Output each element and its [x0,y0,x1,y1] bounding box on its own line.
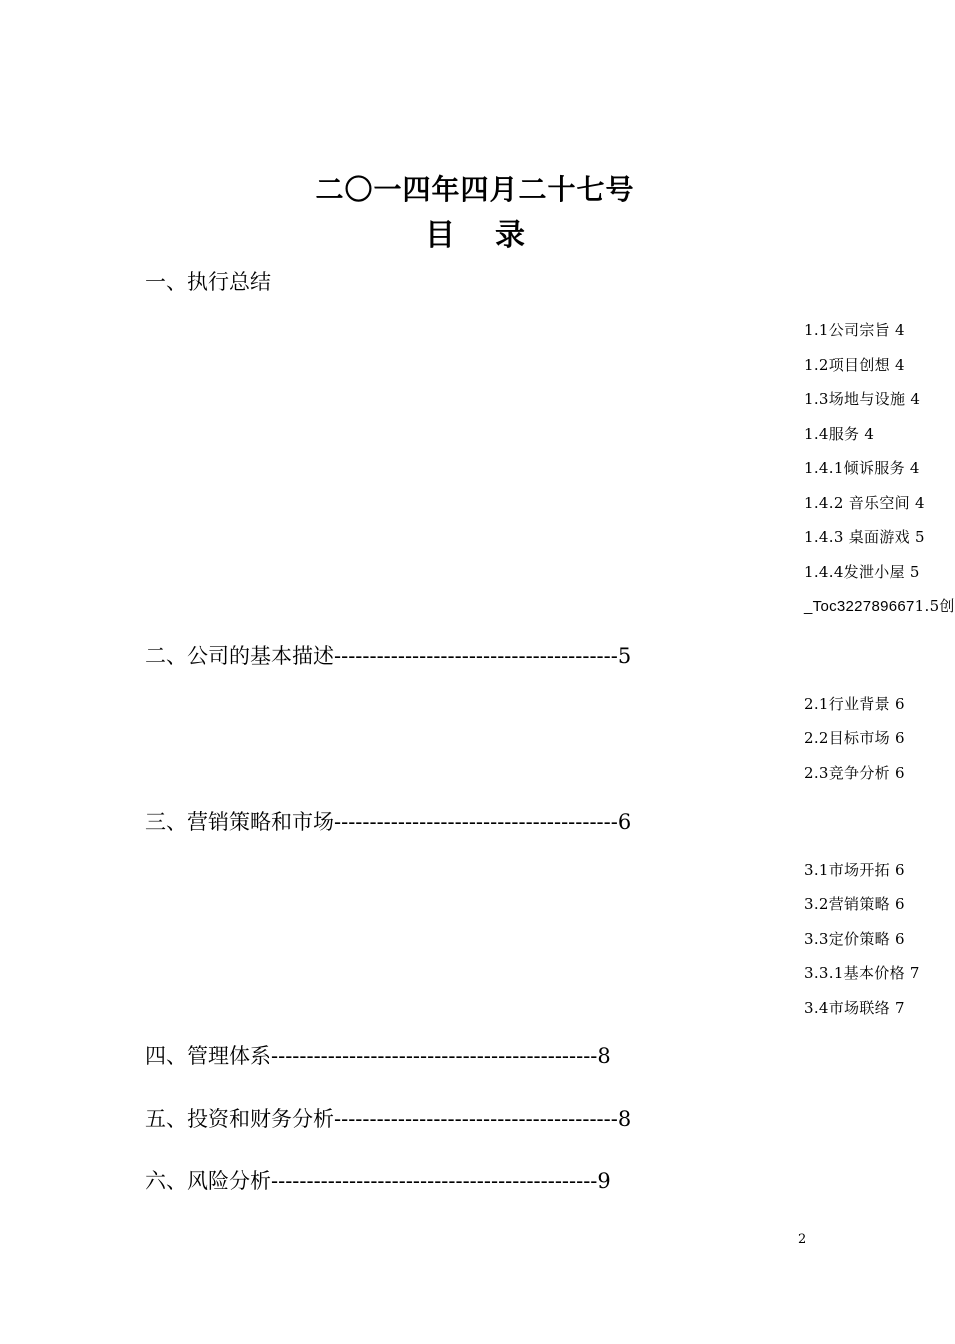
toc-subsection-1-2[interactable]: 1.2项目创想 4 [804,356,905,374]
toc-leader: ---------------------------------------- [334,1107,618,1131]
toc-subsection-1-5[interactable] [804,595,955,616]
toc-subsection-1-1[interactable]: 1.1公司宗旨 4 [804,321,905,339]
toc-subsection-3-2[interactable]: 3.2营销策略 6 [804,895,905,913]
toc-page-number: 8 [617,1107,632,1131]
toc-page-number: 8 [597,1044,611,1068]
toc-leader: ---------------------------------------------- [271,1169,598,1193]
toc-subsection-3-1[interactable]: 3.1市场开拓 6 [804,861,905,879]
toc-section-4[interactable] [145,1040,611,1070]
date-heading: 二〇一四年四月二十七号 [315,173,635,206]
toc-subsection-text: 1.5创 [914,597,955,615]
toc-section-2[interactable] [145,640,631,670]
page-number: 2 [798,1232,807,1247]
toc-subsection-3-3[interactable]: 3.3定价策略 6 [804,930,905,948]
toc-subsection-3-4[interactable]: 3.4市场联络 7 [804,999,905,1017]
toc-section-label: 六、风险分析 [145,1169,271,1193]
toc-subsection-1-4-2[interactable]: 1.4.2 音乐空间 4 [804,494,925,512]
toc-subsection-1-3[interactable]: 1.3场地与设施 4 [804,390,921,408]
toc-section-label: 五、投资和财务分析 [145,1107,334,1131]
toc-subsection-1-4-1[interactable]: 1.4.1倾诉服务 4 [804,459,920,477]
toc-subsection-3-3-1[interactable]: 3.3.1基本价格 7 [804,964,920,982]
toc-section-1[interactable] [145,266,271,296]
toc-section-label: 二、公司的基本描述 [145,644,334,668]
toc-heading-right: 录 [495,218,525,253]
toc-section-3[interactable] [145,806,631,836]
toc-section-6[interactable] [145,1165,611,1195]
toc-leader: ---------------------------------------- [334,810,618,834]
toc-heading-left: 目 [425,218,455,253]
toc-section-label: 一、执行总结 [145,270,271,294]
toc-section-label: 四、管理体系 [145,1044,271,1068]
toc-section-label: 三、营销策略和市场 [145,810,334,834]
toc-subsection-1-4-3[interactable]: 1.4.3 桌面游戏 5 [804,528,925,546]
toc-subsection-2-2[interactable]: 2.2目标市场 6 [804,729,905,747]
toc-subsection-1-4-4[interactable]: 1.4.4发泄小屋 5 [804,563,920,581]
toc-page-number: 6 [617,810,632,834]
toc-subsection-2-3[interactable]: 2.3竞争分析 6 [804,764,905,782]
toc-leader: ---------------------------------------------- [271,1044,598,1068]
toc-heading [0,210,950,254]
toc-page-number: 5 [617,644,632,668]
toc-subsection-2-1[interactable]: 2.1行业背景 6 [804,695,905,713]
toc-subsection-1-4[interactable]: 1.4服务 4 [804,425,875,443]
toc-page-number: 9 [597,1169,611,1193]
toc-leader: ---------------------------------------- [334,644,618,668]
toc-section-5[interactable] [145,1103,631,1133]
toc-bookmark-code: _Toc322789667 [804,598,915,615]
